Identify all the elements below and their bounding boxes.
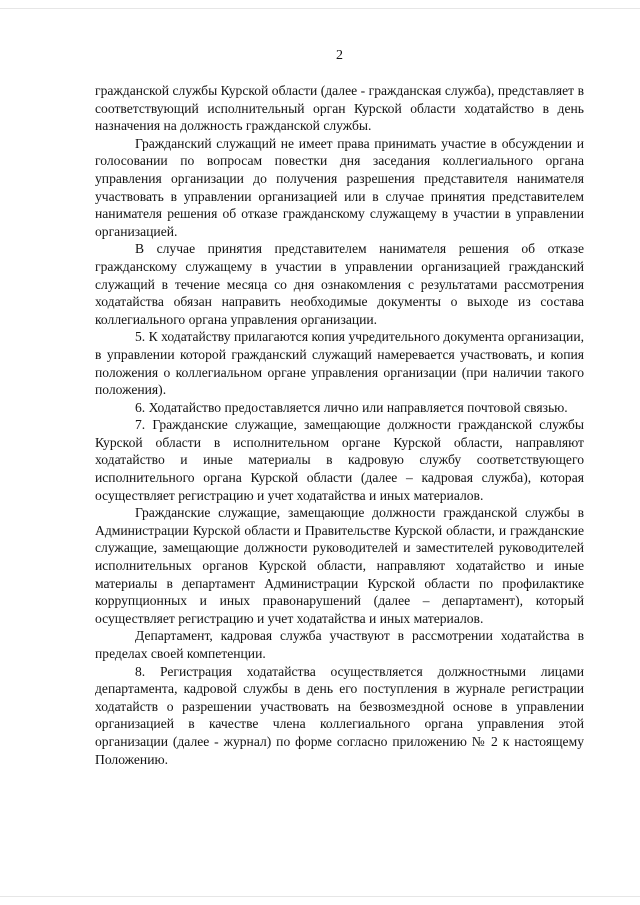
paragraph-item-5: 5. К ходатайству прилагаются копия учредительного документа организации, в управлении которой гражданский служащий намеревается участвовать, и копия положения о коллегиальном органе управления организации (при наличии такого положения). <box>95 329 584 398</box>
paragraph-item-6: 6. Ходатайство предоставляется лично или направляется почтовой связью. <box>135 399 568 415</box>
scan-edge-top <box>0 8 640 9</box>
paragraph-participation-ban: Гражданский служащий не имеет права принимать участие в обсуждении и голосовании по вопросам повестки дня заседания коллегиального органа управления организации до получения разрешения представителя нанимателя участвовать в управлении организацией или в случае принятия представителем нанимателя решения об отказе гражданскому служащему в участии в управлении организацией. <box>95 135 584 239</box>
document-body <box>95 82 584 768</box>
paragraph-item-8: 8. Регистрация ходатайства осуществляется должностными лицами департамента, кадровой службы в день его поступления в журнале регистрации ходатайств о разрешении участвовать на безвозмездной основе в управлении организацией в качестве члена коллегиального органа управления этой организации (далее - журнал) по форме согласно приложению № 2 к настоящему Положению. <box>95 663 584 767</box>
paragraph-item-7-competence: Департамент, кадровая служба участвуют в рассмотрении ходатайства в пределах своей компетенции. <box>95 628 584 661</box>
paragraph-item-7-department: Гражданские служащие, замещающие должности гражданской службы в Администрации Курской области и Правительстве Курской области, и гражданские служащие, замещающие должности руководителей и заместителей руководителей исполнительных органов Курской области, направляют ходатайство и иные материалы в департамент Администрации Курской области по профилактике коррупционных и иных правонарушений (далее – департамент), который осуществляет регистрацию и учет ходатайства и иных материалов. <box>95 505 584 626</box>
page-number: 2 <box>336 48 343 63</box>
paragraph-continuation: гражданской службы Курской области (далее - гражданская служба), представляет в соответствующий исполнительный орган Курской области ходатайство в день назначения на должность гражданской службы. <box>95 83 584 134</box>
paragraph-refusal-case: В случае принятия представителем нанимателя решения об отказе гражданскому служащему в участии в управлении организацией гражданский служащий в течение месяца со дня ознакомления с результатами рассмотрения ходатайства обязан направить необходимые документы о выходе из состава коллегиального органа управления организации. <box>95 241 584 327</box>
scan-edge-bottom <box>0 896 640 897</box>
paragraph-item-7: 7. Гражданские служащие, замещающие должности гражданской службы Курской области в исполнительном органе Курской области, направляют ходатайство и иные материалы в кадровую службу соответствующего исполнительного органа Курской области (далее – кадровая служба), которая осуществляет регистрацию и учет ходатайства и иных материалов. <box>95 417 584 503</box>
